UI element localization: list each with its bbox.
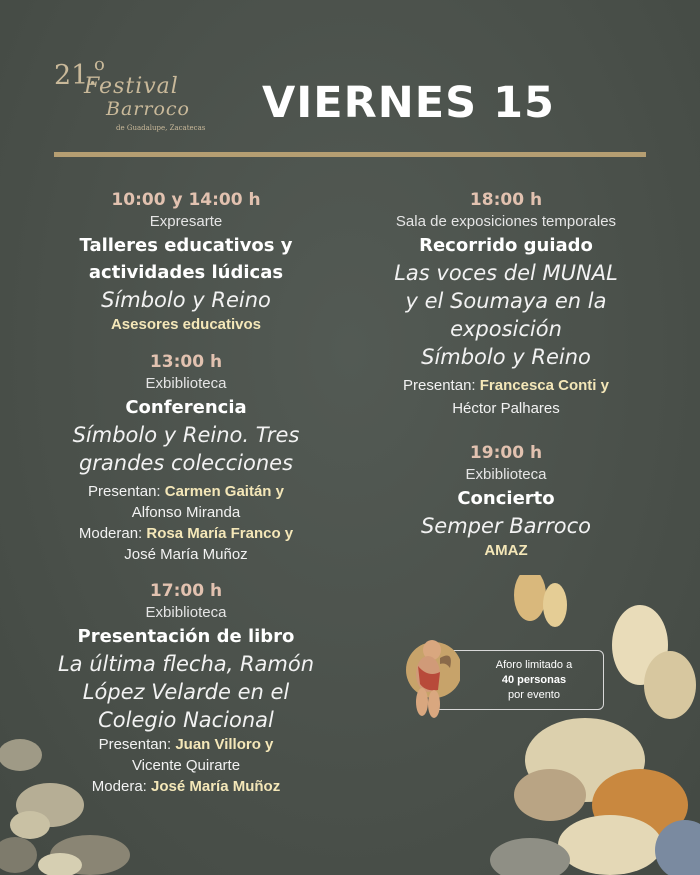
logo-degree-sign: o: [94, 54, 105, 75]
event-item: [48, 579, 324, 797]
presenters-label: Presentan:: [403, 377, 476, 394]
schedule-right-column: [356, 188, 656, 576]
event-item: [356, 441, 656, 562]
presenter-names: Vicente Quirarte: [131, 757, 241, 774]
moderators-label: Modera:: [91, 778, 147, 795]
event-presenters: Asesores educativos: [110, 316, 262, 333]
festival-logo: [54, 54, 214, 138]
event-venue: Exbiblioteca: [465, 466, 547, 483]
event-presenters: [48, 734, 324, 755]
event-work-title: Símbolo y Reino: [101, 288, 271, 312]
event-time: 18:00 h: [469, 190, 543, 210]
event-work-title: Las voces del MUNAL y el Soumaya en la exposición Símbolo y Reino: [394, 261, 618, 369]
moderators-label: Moderan:: [78, 525, 143, 542]
event-type: actividades lúdicas: [88, 262, 284, 283]
event-work-title: Símbolo y Reino. Tres grandes colecciones: [72, 423, 300, 475]
cherub-icon: [404, 632, 460, 724]
presenters-label: Presentan:: [98, 736, 172, 753]
event-type: Presentación de libro: [77, 626, 295, 647]
event-moderators: [48, 523, 324, 544]
logo-edition-number: 21.: [54, 60, 97, 91]
logo-subtitle: de Guadalupe, Zacatecas: [116, 124, 206, 132]
event-type: Concierto: [457, 488, 555, 509]
event-item: [48, 350, 324, 565]
event-presenters: [48, 481, 324, 502]
event-time: 17:00 h: [149, 581, 223, 601]
schedule-left-column: [48, 188, 324, 811]
presenter-names: Héctor Palhares: [452, 400, 560, 417]
presenters-label: Presentan:: [88, 483, 161, 500]
event-item: [48, 188, 324, 336]
logo-barroco-text: Barroco: [106, 98, 190, 120]
presenter-names: Francesca Conti y: [479, 377, 609, 394]
event-venue: Exbiblioteca: [145, 604, 227, 621]
moderator-names: Rosa María Franco y: [146, 525, 294, 542]
capacity-line: Aforo limitado a: [495, 659, 573, 671]
divider: [54, 152, 646, 157]
event-venue: Sala de exposiciones temporales: [395, 213, 617, 230]
event-time: 13:00 h: [149, 352, 223, 372]
page-title: VIERNES 15: [262, 78, 555, 128]
event-presenters: AMAZ: [484, 542, 528, 559]
logo-festival-text: Festival: [84, 74, 179, 99]
flower-decoration-right: [490, 575, 700, 875]
event-time: 19:00 h: [469, 443, 543, 463]
moderator-names: José María Muñoz: [151, 778, 281, 795]
capacity-count: 40 personas: [501, 674, 567, 686]
event-presenters: [356, 375, 656, 396]
event-venue: Expresarte: [149, 213, 223, 230]
event-moderators: [48, 776, 324, 797]
event-time: 10:00 y 14:00 h: [111, 190, 261, 210]
event-type: Conferencia: [125, 397, 247, 418]
event-type: Recorrido guiado: [419, 235, 593, 256]
event-item: [356, 188, 656, 419]
event-work-title: La última flecha, Ramón López Velarde en el Colegio Nacional: [57, 652, 315, 732]
event-venue: Exbiblioteca: [145, 375, 227, 392]
presenter-names: Alfonso Miranda: [131, 504, 241, 521]
event-type: Talleres educativos y: [79, 235, 293, 256]
event-work-title: Semper Barroco: [420, 514, 592, 538]
presenter-names: Carmen Gaitán y: [164, 483, 284, 500]
capacity-text: [471, 658, 597, 703]
presenter-names: Juan Villoro y: [175, 736, 274, 753]
moderator-names: José María Muñoz: [124, 546, 248, 563]
capacity-line: por evento: [508, 689, 560, 701]
